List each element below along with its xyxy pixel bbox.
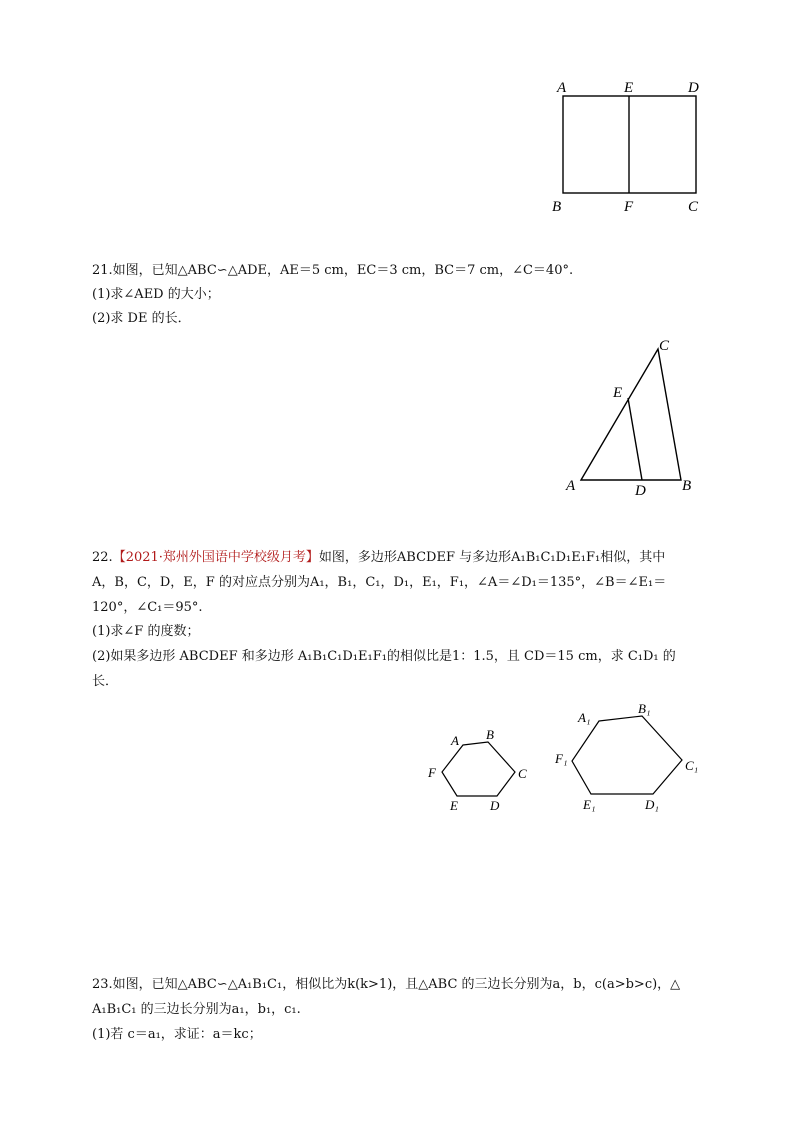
label-c1: C₁ <box>685 758 699 773</box>
q22-part2-line1: (2)如果多边形 ABCDEF 和多边形 A₁B₁C₁D₁E₁F₁的相似比是1：1.5，且 CD＝15 cm，求 C₁D₁ 的 <box>92 649 676 664</box>
label-b1: B₁ <box>638 701 651 716</box>
label-c: C <box>659 338 670 354</box>
q22-line1-text: 如图，多边形ABCDEF 与多边形A₁B₁C₁D₁E₁F₁相似，其中 <box>318 550 666 565</box>
label-b: B <box>552 199 562 215</box>
small-hexagon <box>442 742 515 796</box>
hexagons-figure <box>420 700 720 820</box>
label-e: E <box>613 385 623 401</box>
label-a: A <box>451 733 459 748</box>
label-d1: D₁ <box>645 797 659 812</box>
q22-part1: (1)求∠F 的度数； <box>92 624 200 639</box>
q23-statement-line1: 23.如图，已知△ABC∽△A₁B₁C₁，相似比为k(k>1)，且△ABC 的三边长分别为a，b，c(a>b>c)，△ <box>92 977 681 992</box>
label-d: D <box>688 80 699 96</box>
q22-statement-line1 <box>92 547 665 569</box>
label-d: D <box>490 798 500 813</box>
q21-statement: 21.如图，已知△ABC∽△ADE，AE＝5 cm，EC＝3 cm，BC＝7 cm，∠C＝40°. <box>92 263 574 278</box>
label-c: C <box>518 766 527 781</box>
label-f: F <box>624 199 634 215</box>
rectangle-figure <box>540 72 720 220</box>
label-e1: E₁ <box>583 797 596 812</box>
label-f: F <box>428 765 436 780</box>
label-d: D <box>635 483 646 499</box>
q22-statement-line3: 120°，∠C₁＝95°. <box>92 600 203 615</box>
q21-part1: (1)求∠AED 的大小； <box>92 287 220 302</box>
label-a1: A₁ <box>578 710 591 725</box>
label-f1: F₁ <box>555 751 568 766</box>
q22-part2-line2: 长． <box>92 674 119 689</box>
label-b: B <box>682 478 692 494</box>
q21-part2: (2)求 DE 的长． <box>92 311 191 326</box>
label-b: B <box>486 727 494 742</box>
large-hexagon <box>572 716 682 794</box>
triangle-figure <box>560 335 710 500</box>
label-e: E <box>624 80 634 96</box>
q22-number: 22. <box>92 550 113 565</box>
label-c: C <box>688 199 699 215</box>
q23-part1: (1)若 c＝a₁，求证：a＝kc； <box>92 1027 262 1042</box>
label-a: A <box>566 478 576 494</box>
segment-ed <box>628 398 642 480</box>
q23-statement-line2: A₁B₁C₁ 的三边长分别为a₁，b₁，c₁. <box>92 1002 301 1017</box>
q22-statement-line2: A，B，C，D，E，F 的对应点分别为A₁，B₁，C₁，D₁，E₁，F₁，∠A＝∠D₁＝135°，∠B＝∠E₁＝ <box>92 575 667 590</box>
q22-source-tag: 【2021·郑州外国语中学校级月考】 <box>112 550 319 565</box>
label-e: E <box>450 798 458 813</box>
label-a: A <box>557 80 567 96</box>
